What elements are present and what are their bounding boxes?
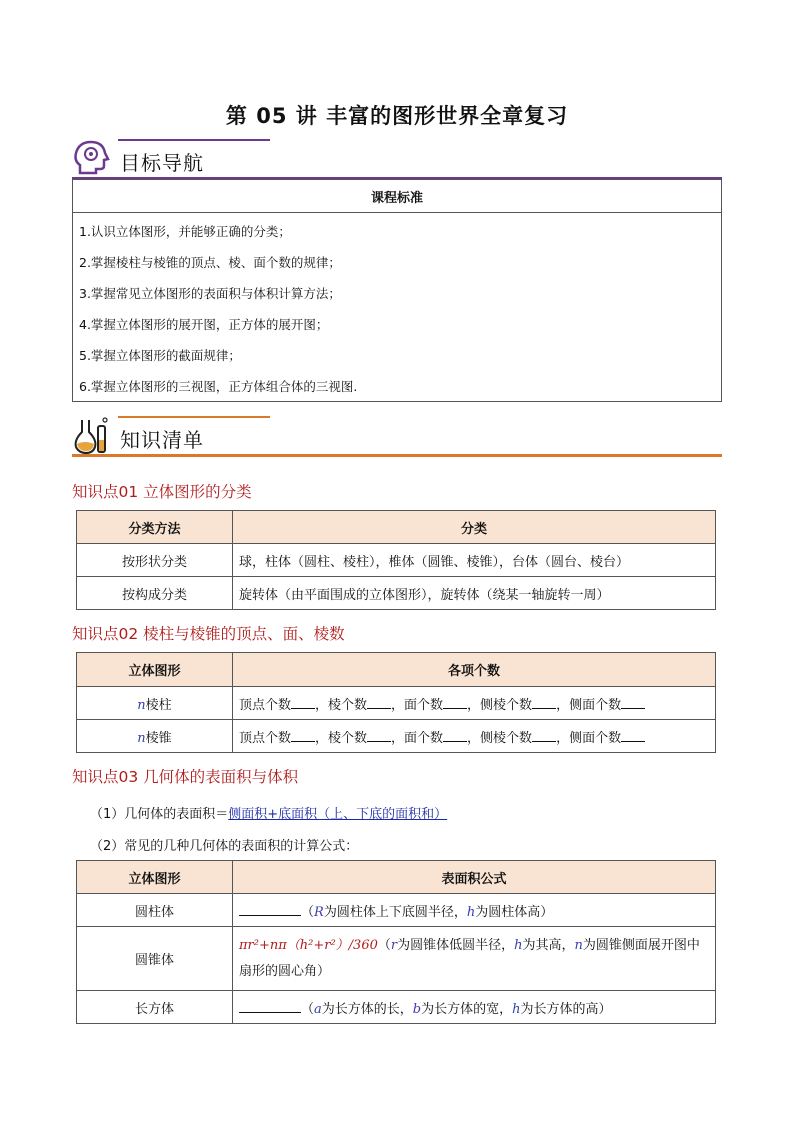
header-accent-bar (118, 139, 270, 141)
standard-item: 5.掌握立体图形的截面规律； (73, 339, 722, 370)
table-cell: 圆柱体 (77, 894, 233, 927)
table-cell: n棱柱 (77, 687, 233, 720)
column-header: 表面积公式 (233, 861, 716, 894)
column-header: 分类 (233, 511, 716, 544)
table-cell: πr²+nπ（h²+r²）/360（r为圆锥体低圆半径，h为其高，n为圆锥侧面展开图中扇形的圆心角） (233, 927, 716, 991)
standard-item: 3.掌握常见立体图形的表面积与体积计算方法； (73, 277, 722, 308)
knowledge-point-title: 知识点03 几何体的表面积与体积 (72, 768, 299, 786)
header-accent-bar (118, 416, 270, 418)
note-line: （2）常见的几种几何体的表面积的计算公式： (90, 839, 359, 854)
underlined-definition: 侧面积+底面积（上、下底的面积和） (228, 807, 448, 822)
standard-item: 6.掌握立体图形的三视图，正方体组合体的三视图. (73, 370, 722, 402)
section-label: 知识清单 (120, 428, 204, 452)
table-cell: 顶点个数 ，棱个数 ，面个数 ，侧棱个数 ，侧面个数 (233, 687, 716, 720)
standard-item: 2.掌握棱柱与棱锥的顶点、棱、面个数的规律； (73, 246, 722, 277)
table-cell: （R为圆柱体上下底圆半径，h为圆柱体高） (233, 894, 716, 927)
section-header-knowledge (72, 416, 722, 456)
table-cell: 旋转体（由平面围成的立体图形），旋转体（绕某一轴旋转一周） (233, 577, 716, 610)
table-cell: 按构成分类 (77, 577, 233, 610)
section-header-goals (72, 139, 722, 179)
brain-head-icon (72, 139, 112, 177)
lab-flask-icon (72, 416, 112, 454)
knowledge-point-title: 知识点02 棱柱与棱锥的顶点、面、棱数 (72, 625, 345, 643)
counts-table (76, 652, 716, 753)
page-title: 第 05 讲 丰富的图形世界全章复习 (225, 104, 569, 128)
column-header: 各项个数 (233, 653, 716, 687)
table-cell: n棱锥 (77, 720, 233, 753)
note-line: （1）几何体的表面积＝侧面积+底面积（上、下底的面积和） (90, 807, 448, 822)
table-cell: （a为长方体的长，b为长方体的宽，h为长方体的高） (233, 991, 716, 1024)
section-label: 目标导航 (120, 151, 204, 175)
surface-area-table (76, 860, 716, 1024)
table-cell: 球，柱体（圆柱、棱柱），椎体（圆锥、棱锥），台体（圆台、棱台） (233, 544, 716, 577)
classification-table (76, 510, 716, 610)
cone-formula: πr²+nπ（h²+r²）/360 (239, 937, 378, 953)
standard-item: 4.掌握立体图形的展开图，正方体的展开图； (73, 308, 722, 339)
header-divider (72, 454, 722, 457)
standards-table (72, 179, 722, 402)
table-cell: 按形状分类 (77, 544, 233, 577)
standards-header: 课程标准 (73, 180, 722, 213)
column-header: 立体图形 (77, 861, 233, 894)
table-cell: 顶点个数 ，棱个数 ，面个数 ，侧棱个数 ，侧面个数 (233, 720, 716, 753)
column-header: 分类方法 (77, 511, 233, 544)
knowledge-point-title: 知识点01 立体图形的分类 (72, 483, 252, 501)
table-cell: 圆锥体 (77, 927, 233, 991)
column-header: 立体图形 (77, 653, 233, 687)
standard-item: 1.认识立体图形，并能够正确的分类； (73, 213, 722, 247)
table-cell: 长方体 (77, 991, 233, 1024)
